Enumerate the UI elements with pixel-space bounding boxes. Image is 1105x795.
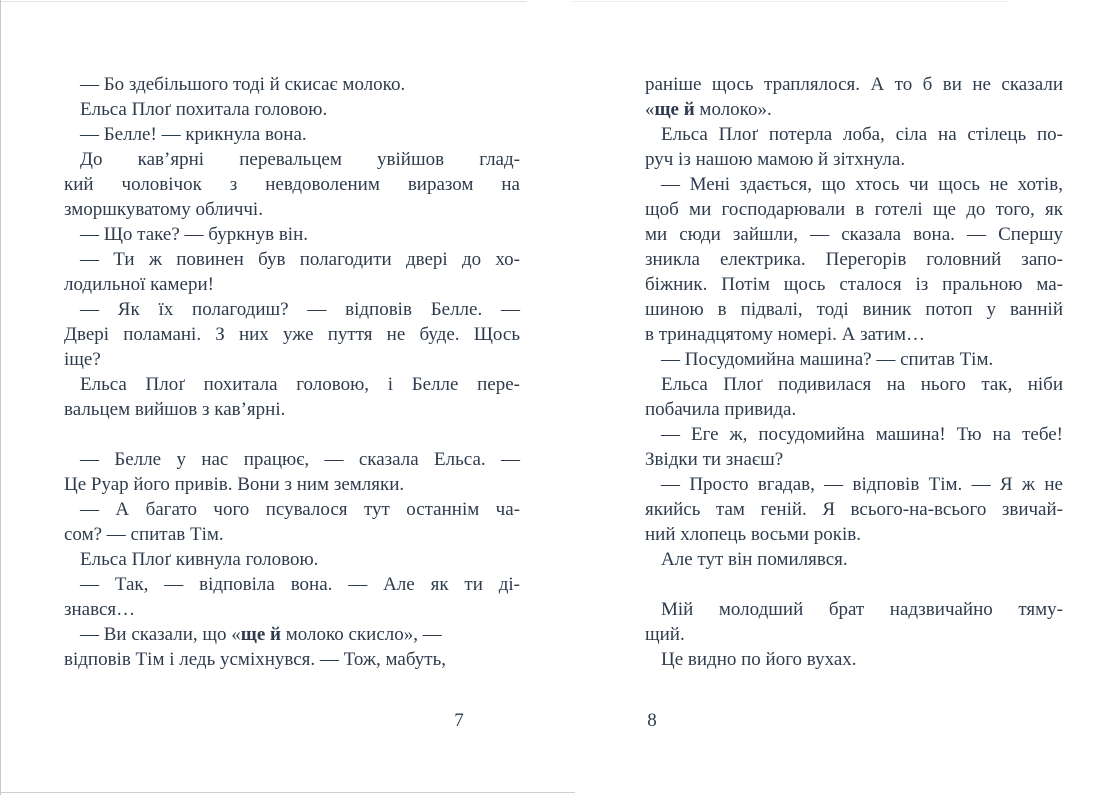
text-line bbox=[645, 597, 1063, 622]
text-line bbox=[645, 122, 1063, 147]
text-segment: Ельса Плоґ похитала головою, і Белле пере- bbox=[80, 374, 520, 395]
text-line bbox=[64, 522, 520, 547]
text-line bbox=[64, 572, 520, 597]
text-segment: біжник. Потім щось сталося із пральною ма- bbox=[645, 274, 1063, 295]
text-line bbox=[645, 197, 1063, 222]
text-line bbox=[645, 447, 1063, 472]
text-line bbox=[64, 297, 520, 322]
text-line bbox=[645, 422, 1063, 447]
text-line bbox=[645, 347, 1063, 372]
page-top-rule-left bbox=[0, 1, 527, 2]
page-number-left: 7 bbox=[454, 710, 464, 731]
bold-text-segment: ще й bbox=[654, 99, 695, 120]
text-line bbox=[64, 622, 520, 647]
text-line bbox=[64, 222, 520, 247]
text-segment: ний хлопець восьми років. bbox=[645, 524, 862, 545]
text-segment: — Еге ж, посудомийна машина! Тю на тебе! bbox=[661, 424, 1063, 445]
text-line bbox=[64, 272, 520, 297]
text-segment: молоко». bbox=[694, 99, 772, 120]
bold-text-segment: ще й bbox=[240, 624, 281, 645]
text-line bbox=[645, 547, 1063, 572]
text-segment: — Просто вгадав, — відповів Тім. — Я ж не bbox=[661, 474, 1063, 495]
text-segment: Це видно по його вухах. bbox=[661, 649, 857, 670]
text-line bbox=[645, 222, 1063, 247]
text-segment: руч із нашою мамою й зітхнула. bbox=[645, 149, 906, 170]
text-line bbox=[645, 172, 1063, 197]
text-segment: Ельса Плоґ потерла лоба, сіла на стілець по- bbox=[661, 124, 1063, 145]
text-line bbox=[64, 197, 520, 222]
text-segment: — Як їх полагодиш? — відповів Белле. — bbox=[80, 299, 520, 320]
text-line bbox=[645, 472, 1063, 497]
text-line bbox=[64, 497, 520, 522]
text-line bbox=[64, 597, 520, 622]
text-segment: — Посудомийна машина? — спитав Тім. bbox=[661, 349, 994, 370]
text-segment: іще? bbox=[64, 349, 101, 370]
text-line bbox=[64, 147, 520, 172]
text-line bbox=[645, 622, 1063, 647]
text-segment: — Ти ж повинен був полагодити двері до хо- bbox=[80, 249, 520, 270]
text-segment: Ельса Плоґ похитала головою. bbox=[80, 99, 328, 120]
text-segment: До кав’ярні перевальцем увійшов глад- bbox=[80, 149, 520, 170]
text-segment: в тринадцятому номері. А затим… bbox=[645, 324, 926, 345]
text-line bbox=[64, 172, 520, 197]
text-line bbox=[645, 647, 1063, 672]
text-segment: — Що таке? — буркнув він. bbox=[80, 224, 308, 245]
text-segment: шиною в підвалі, тоді виник потоп у ванній bbox=[645, 299, 1063, 320]
page-text-right bbox=[645, 72, 1063, 672]
text-segment: вальцем вийшов з кав’ярні. bbox=[64, 399, 286, 420]
text-line bbox=[64, 72, 520, 97]
text-line bbox=[64, 97, 520, 122]
text-segment: знався… bbox=[64, 599, 136, 620]
text-segment: « bbox=[645, 99, 655, 120]
text-line bbox=[645, 297, 1063, 322]
window-left-edge bbox=[0, 0, 1, 795]
text-line bbox=[645, 522, 1063, 547]
text-line bbox=[645, 72, 1063, 97]
text-segment: щий. bbox=[645, 624, 685, 645]
text-line bbox=[64, 547, 520, 572]
text-segment: кий чоловічок з невдоволеним виразом на bbox=[64, 174, 520, 195]
text-segment: — Так, — відповіла вона. — Але як ти ді- bbox=[80, 574, 520, 595]
text-line bbox=[645, 97, 1063, 122]
text-segment: — Белле! — крикнула вона. bbox=[80, 124, 307, 145]
text-line bbox=[64, 472, 520, 497]
text-segment: якийсь там геній. Я всього-на-всього звичай- bbox=[645, 499, 1063, 520]
book-page-left bbox=[64, 72, 520, 672]
text-line bbox=[64, 447, 520, 472]
text-segment: Ельса Плоґ подивилася на нього так, ніби bbox=[661, 374, 1063, 395]
text-line bbox=[645, 497, 1063, 522]
text-segment: Двері поламані. З них уже пуття не буде. Щось bbox=[64, 324, 520, 345]
text-segment: — Белле у нас працює, — сказала Ельса. — bbox=[80, 449, 520, 470]
text-segment: Ельса Плоґ кивнула головою. bbox=[80, 549, 319, 570]
text-segment: раніше щось траплялося. А то б ви не сказали bbox=[645, 74, 1063, 95]
text-segment: зникла електрика. Перегорів головний запо- bbox=[645, 249, 1063, 270]
text-segment: відповів Тім і ледь усміхнувся. — Тож, мабуть, bbox=[64, 649, 446, 670]
text-line bbox=[64, 247, 520, 272]
text-segment: Звідки ти знаєш? bbox=[645, 449, 784, 470]
text-segment: щоб ми господарювали в готелі ще до того, як bbox=[645, 199, 1063, 220]
text-line bbox=[64, 372, 520, 397]
paragraph-spacer bbox=[64, 422, 520, 447]
page-text-left bbox=[64, 72, 520, 672]
text-segment: молоко скисло», — bbox=[280, 624, 442, 645]
paragraph-spacer bbox=[645, 572, 1063, 597]
text-line bbox=[645, 322, 1063, 347]
text-line bbox=[64, 397, 520, 422]
text-line bbox=[64, 322, 520, 347]
page-bottom-rule bbox=[0, 792, 575, 793]
page-number-right: 8 bbox=[647, 710, 657, 731]
text-segment: побачила привида. bbox=[645, 399, 797, 420]
text-segment: Мій молодший брат надзвичайно тяму- bbox=[661, 599, 1063, 620]
text-line bbox=[64, 647, 520, 672]
text-segment: — А багато чого псувалося тут останнім ча- bbox=[80, 499, 520, 520]
text-segment: — Мені здається, що хтось чи щось не хотів, bbox=[661, 174, 1063, 195]
text-segment: лодильної камери! bbox=[64, 274, 214, 295]
text-segment: сом? — спитав Тім. bbox=[64, 524, 224, 545]
text-line bbox=[64, 122, 520, 147]
text-segment: ми сюди зайшли, — сказала вона. — Спершу bbox=[645, 224, 1063, 245]
text-line bbox=[645, 147, 1063, 172]
book-page-right bbox=[645, 72, 1063, 672]
text-line bbox=[645, 372, 1063, 397]
text-segment: Це Руар його привів. Вони з ним земляки. bbox=[64, 474, 405, 495]
text-line bbox=[64, 347, 520, 372]
text-segment: — Ви сказали, що « bbox=[80, 624, 241, 645]
text-line bbox=[645, 247, 1063, 272]
text-segment: Але тут він помилявся. bbox=[661, 549, 848, 570]
text-segment: зморшкуватому обличчі. bbox=[64, 199, 263, 220]
text-line bbox=[645, 272, 1063, 297]
text-segment: — Бо здебільшого тоді й скисає молоко. bbox=[80, 74, 406, 95]
text-line bbox=[645, 397, 1063, 422]
page-top-rule-right bbox=[572, 1, 1008, 2]
